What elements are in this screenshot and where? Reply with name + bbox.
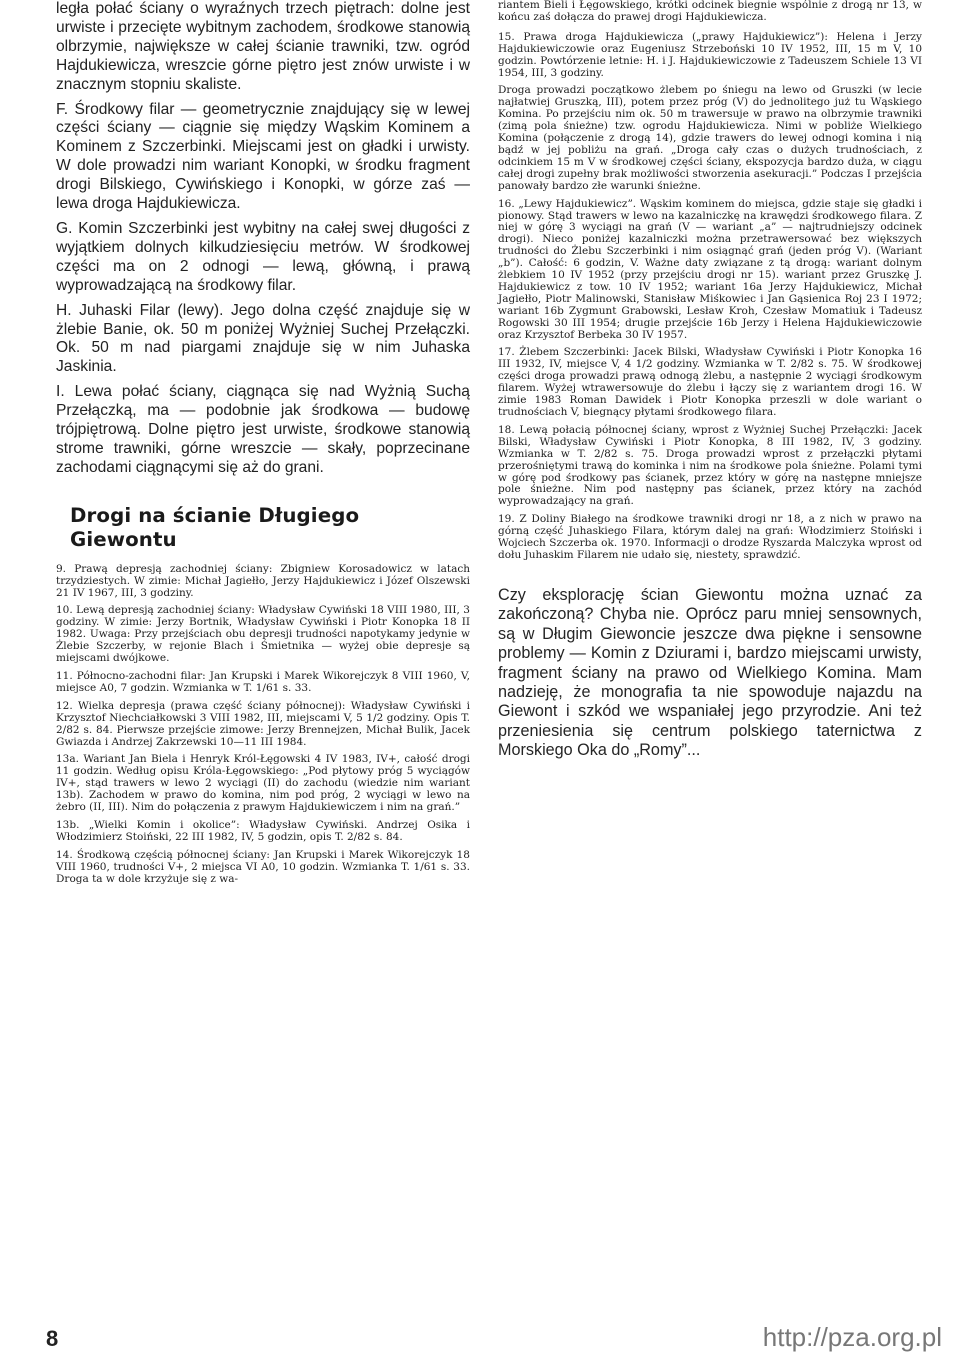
route-13b: 13b. „Wielki Komin i okolice”: Władysław Cywiński. Andrzej Osika i Włodzimierz Stoiński, 22 III 1982, IV, 5 godzin, opis T. 2/82 s. 84.	[56, 818, 470, 843]
source-watermark: http://pza.org.pl	[762, 1322, 942, 1352]
route-16: 16. „Lewy Hajdukiewicz”. Wąskim kominem do miejsca, gdzie staje się gładki i pionowy. Stąd trawers w lewo na kazalniczkę na krawędzi środkowego filara. Z niej w górę 3 wyciągi na grań (V — wariant „a” — najtrudniejszy odcinek drogi). Nieco poniżej kazalniczki można przetrawersować bez większych trudności do Żlebu Szczerbinki i nim osiągnąć grań (jeden próg V). (Wariant „b”). Całość: 6 godzin, V. Ważne daty związane z tą drogą: wariant dolnym żlebkiem 10 IV 1952 (przy przejściu drogi nr 15). wariant przez Gruszkę J. Hajdukiewicz z tow. 10 IV 1952; wariant 16a Jerzy Hajdukiewicz, Michał Jagiełło, Piotr Malinowski, Stanisław Miśkowiec i Jan Gąsienica Roj 23 I 1972; wariant 16b Zygmunt Grabowski, Lesław Kroh, Czesław Momatiuk i Tadeusz Rogowski 30 III 1954; drugie przejście 16b Jerzy i Helena Hajdukiewiczowie oraz Krzysztof Berbeka 30 IV 1957.	[498, 197, 922, 341]
left-column	[56, 0, 470, 892]
route-19: 19. Z Doliny Białego na środkowe trawniki drogi nr 18, a z nich w prawo na górną część Juhaskiego Filara, którym dalej na grań: Włodzimierz Stoiński i Wojciech Szczerba ok. 1970. Informacji o drodze Ryszarda Malczyka wprost od dołu Juhaskim Filarem nie udało się, niestety, sprawdzić.	[498, 513, 922, 561]
route-14-continued: riantem Bieli i Łęgowskiego, krótki odcinek biegnie wspólnie z drogą nr 13, w końcu zaś dołącza do prawej drogi Hajdukiewicza.	[498, 0, 922, 23]
paragraph-section-f: F. Środkowy filar — geometrycznie znajdujący się w lewej części ściany — ciągnie się między Wąskim Kominem a Kominem z Szczerbinki. Miejscami jest on gładki i urwisty. W dole prowadzi nim wariant Konopki, w środku fragment drogi Bilskiego, Cywińskiego i Konopki, w górze zaś — lewa droga Hajdukiewicza.	[56, 100, 470, 213]
route-13a: 13a. Wariant Jan Biela i Henryk Król-Łęgowski 4 IV 1983, IV+, całość drogi 11 godzin. Według opisu Króla-Łęgowskiego: „Pod płytowy próg 5 wyciągów IV+, stąd trawers w lewo 2 wyciągi (II) do zachodu (wiedzie nim wariant 13b). Zachodem w prawo do komina, nim pod próg, 2 wyciągi w lewo na żebro (II, III). Nim do połączenia z prawym Hajdukiewiczem i nim na grań.”	[56, 753, 470, 814]
closing-paragraph: Czy eksplorację ścian Giewontu można uznać za zakończoną? Chyba nie. Oprócz paru mniej sensownych, są w Długim Giewoncie jeszcze dwa piękne i sensowne problemy — Komin z Dziurami i, bardzo miejscami urwisty, fragment ściany na prawo od Wielkiego Komina. Mam nadzieję, że monografia ta nie spowoduje najazdu na Giewont i szkód we wspaniałej jego przyrodzie. Ani też przeniesienia się centrum polskiego taternictwa z Morskiego Oka do „Romy”...	[498, 585, 922, 760]
page-number: 8	[46, 1326, 59, 1351]
paragraph-section-i: I. Lewa połać ściany, ciągnąca się nad Wyżnią Suchą Przełączką, ma — podobnie jak środkowa — budowę trójpiętrową. Dolne piętro jest urwiste, środkowe stanowią strome trawniki, górne wreszcie — skały, poprzecinane zachodami ciągnącymi się aż do grani.	[56, 383, 470, 476]
route-11: 11. Północno-zachodni filar: Jan Krupski i Marek Wikorejczyk 8 VIII 1960, V, miejsce A0, 7 godzin. Wzmianka w T. 1/61 s. 33.	[56, 670, 470, 694]
route-14: 14. Środkową częścią północnej ściany: Jan Krupski i Marek Wikorejczyk 18 VIII 1960, trudności V+, 2 miejsca VI A0, 10 godzin. Wzmianka T. 1/61 s. 33. Droga ta w dole krzyżuje się z wa-	[56, 848, 470, 885]
paragraph-section-h: H. Juhaski Filar (lewy). Jego dolna część znajduje się w żlebie Banie, ok. 50 m poniżej Wyżniej Suchej Przełączki. Ok. 50 m nad piargami znajduje się w nim Juhaska Jaskinia.	[56, 301, 470, 376]
route-10: 10. Lewą depresją zachodniej ściany: Władysław Cywiński 18 VIII 1980, III, 3 godziny. W zimie: Jerzy Bortnik, Władysław Cywiński i Piotr Konopka 18 II 1982. Uwaga: Przy przejściach obu depresji trudności napotykamy jedynie w Żlebie Szczerby, w rejonie Blach i Śmietnika — wyżej obie depresje są miejscami dwójkowe.	[56, 604, 470, 665]
route-9: 9. Prawą depresją zachodniej ściany: Zbigniew Korosadowicz w latach trzydziestych. W zimie: Michał Jagiełło, Jerzy Hajdukiewicz i Józef Olszewski 21 IV 1967, III, 3 godziny.	[56, 562, 470, 599]
paragraph-wall-tiers: legła połać ściany o wyraźnych trzech piętrach: dolne jest urwiste i przecięte wybitnym zachodem, środkowe stanowią olbrzymie, największe w całej ścianie trawniki, tzw. ogród Hajdukiewicza, wreszcie górne piętro jest znów urwiste i w znacznym stopniu skaliste.	[56, 0, 470, 93]
paragraph-section-g: G. Komin Szczerbinki jest wybitny na całej swej długości z wyjątkiem dolnych kilkudziesięciu metrów. W środkowej części ma on 2 odnogi — lewą, główną, i prawą wyprowadzającą na środkowy filar.	[56, 219, 470, 294]
right-column	[498, 0, 922, 761]
route-17: 17. Żlebem Szczerbinki: Jacek Bilski, Władysław Cywiński i Piotr Konopka 16 III 1932, IV, miejsce V, 4 1/2 godziny. Wzmianka w T. 2/82 s. 75. W środkowej części droga prowadzi prawą odnogą żlebu, a następnie 2 wyciągi środkowym filarem. Wyżej wtrawersowuje do żlebu i łączy się z wariantem drogi 16. W zimie 1983 Roman Dawidek i Piotr Konopka przeszli w dole wariant o trudnościach V, biegnący płytami środkowego filara.	[498, 346, 922, 418]
route-15: 15. Prawa droga Hajdukiewicza („prawy Hajdukiewicz”): Helena i Jerzy Hajdukiewiczowie oraz Eugeniusz Strzeboński 10 IV 1952, III, 15 m V, 10 godzin. Powtórzenie letnie: H. i J. Hajdukiewiczowie z Tadeuszem Schiele 13 VI 1954, III, 3 godziny.	[498, 30, 922, 79]
route-15-description: Droga prowadzi początkowo żlebem po śniegu na lewo od Gruszki (w lecie najłatwiej Gruszką, III), potem przez próg (V) do jednolitego już tu Wąskiego Komina. Po przejściu nim ok. 50 m trawersuje w prawo na olbrzymie trawniki (zimą pola śnieżne) tzw. ogrodu Hajdukiewicza. Nimi w pobliże Wielkiego Komina (połączenie z drogą 14), gdzie trawers do lewej odnogi komina i nią bądź w jej pobliżu na grań. „Droga cały czas o dużych trudnościach, z odcinkiem 15 m V w środkowej części ściany, ekspozycja bardzo duża, w ciągu całej drogi zupełny brak możliwości stworzenia asekuracji.” Podczas I przejścia panowały bardzo złe warunki śnieżne.	[498, 84, 922, 192]
route-18: 18. Lewą połacią północnej ściany, wprost z Wyżniej Suchej Przełączki: Jacek Bilski, Władysław Cywiński i Piotr Konopka, 8 III 1982, IV, 3 godziny. Wzmianka w T. 2/82 s. 75. Droga prowadzi wprost z przełączki płytami przerośniętymi trawą do kominka i nim na środkowe pola śnieżne. Polami tymi w górę pod środkowy pas ścianek, przez który w górę na następne mniejsze pole śnieżne. Nim pod następny pas ścianek, przez który na zachód wyprowadzający na grań.	[498, 423, 922, 508]
route-12: 12. Wielka depresja (prawa część ściany północnej): Władysław Cywiński i Krzysztof Niechciałkowski 3 VIII 1982, III, miejscami V, 5 1/2 godziny. Opis T. 2/82 s. 84. Pierwsze przejście zimowe: Jerzy Brennejzen, Michał Bulik, Jacek Gwiazda i Andrzej Zakrzewski 10—11 III 1984.	[56, 699, 470, 748]
section-heading: Drogi na ścianie Długiego Giewontu	[70, 503, 360, 551]
